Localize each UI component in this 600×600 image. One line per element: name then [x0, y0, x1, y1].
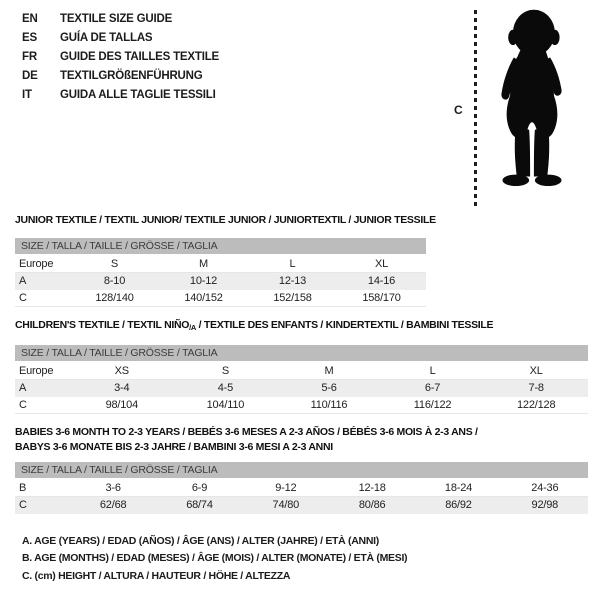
- size-header-bar: SIZE / TALLA / TAILLE / GRÖSSE / TAGLIA: [15, 462, 588, 478]
- table-row: [15, 397, 588, 414]
- children-section: [15, 319, 588, 414]
- height-c-label: C: [454, 103, 463, 117]
- size-cell: 158/170: [362, 292, 401, 304]
- title-line-1: BABIES 3-6 MONTH TO 2-3 YEARS / BEBÉS 3-6 MESES A 2-3 AÑOS / BÉBÉS 3-6 MOIS À 2-3 ANS /: [15, 426, 478, 438]
- baby-height-figure: [450, 4, 598, 212]
- lang-code: ES: [22, 31, 37, 44]
- lang-label: TEXTILGRÖßENFÜHRUNG: [60, 69, 203, 82]
- lang-row-it: [22, 85, 219, 104]
- title-line-2: BABYS 3-6 MONATE BIS 2-3 JAHRE / BAMBINI 3-6 MESI A 2-3 ANNI: [15, 441, 333, 453]
- footnote-b: B. AGE (MONTHS) / EDAD (MESES) / ÂGE (MOIS) / ALTER (MONATE) / ETÀ (MESI): [22, 552, 408, 565]
- size-cell: 68/74: [186, 499, 213, 511]
- lang-row-fr: [22, 47, 219, 66]
- row-label: C: [19, 292, 27, 304]
- size-cell: 9-12: [275, 482, 297, 494]
- table-title: [15, 319, 588, 334]
- table-row: [15, 363, 588, 380]
- lang-code: EN: [22, 12, 38, 25]
- size-header-bar: SIZE / TALLA / TAILLE / GRÖSSE / TAGLIA: [15, 238, 426, 254]
- language-header: [22, 9, 219, 104]
- size-cell: 7-8: [528, 382, 544, 394]
- baby-silhouette-icon: [484, 6, 580, 206]
- size-cell: 4-5: [217, 382, 234, 394]
- size-cell: 104/110: [206, 399, 245, 411]
- title-part: CHILDREN'S TEXTILE / TEXTIL NIÑO: [15, 319, 190, 331]
- lang-label: TEXTILE SIZE GUIDE: [60, 12, 173, 25]
- title-part: / TEXTILE DES ENFANTS / KINDERTEXTIL / BAMBINI TESSILE: [196, 319, 494, 331]
- size-cell: 62/68: [99, 499, 127, 511]
- size-cell: 12-13: [278, 275, 307, 287]
- lang-code: IT: [22, 88, 32, 101]
- size-cell: 116/122: [413, 399, 452, 411]
- size-cell: 6-9: [191, 482, 208, 494]
- lang-row-es: [22, 28, 219, 47]
- size-cell: 24-36: [531, 482, 559, 494]
- size-cell: 8-10: [103, 275, 126, 287]
- row-label: A: [19, 275, 27, 287]
- lang-code: FR: [22, 50, 37, 63]
- row-label: A: [19, 382, 27, 394]
- table-row: [15, 480, 588, 497]
- table-row: [15, 256, 426, 273]
- size-cell: 6-7: [424, 382, 441, 394]
- row-label: Europe: [19, 258, 54, 270]
- size-cell: S: [110, 258, 119, 270]
- footnote-a: A. AGE (YEARS) / EDAD (AÑOS) / ÂGE (ANS) / ALTER (JAHRE) / ETÀ (ANNI): [22, 535, 379, 547]
- size-cell: XL: [374, 258, 389, 270]
- row-label: B: [19, 482, 27, 494]
- height-dotted-line: [474, 10, 477, 208]
- title-part-sub: /A: [189, 323, 197, 332]
- size-cell: 74/80: [272, 499, 300, 511]
- size-cell: 80/86: [358, 499, 386, 511]
- babies-size-table: [15, 480, 588, 514]
- size-cell: 10-12: [189, 275, 218, 287]
- row-label: C: [19, 499, 27, 511]
- size-cell: 14-16: [367, 275, 396, 287]
- table-title: [15, 425, 588, 455]
- table-row: [15, 380, 588, 397]
- size-cell: S: [221, 365, 229, 377]
- row-label: C: [19, 399, 27, 411]
- size-cell: 12-18: [358, 482, 386, 494]
- size-cell: L: [429, 365, 436, 377]
- lang-row-en: [22, 9, 219, 28]
- lang-label: GUIDA ALLE TAGLIE TESSILI: [60, 88, 216, 101]
- footnotes: [22, 533, 407, 585]
- table-title: JUNIOR TEXTILE / TEXTIL JUNIOR/ TEXTILE JUNIOR / JUNIORTEXTIL / JUNIOR TESSILE: [15, 214, 436, 226]
- lang-label: GUIDE DES TAILLES TEXTILE: [60, 50, 219, 63]
- table-row: [15, 497, 588, 514]
- lang-code: DE: [22, 69, 38, 82]
- size-cell: M: [324, 365, 334, 377]
- footnote-c: C. (cm) HEIGHT / ALTURA / HAUTEUR / HÖHE / ALTEZZA: [22, 569, 291, 582]
- size-cell: 5-6: [321, 382, 337, 394]
- row-label: Europe: [19, 365, 54, 377]
- size-cell: 140/152: [184, 292, 223, 304]
- babies-section: [15, 425, 588, 514]
- size-cell: 3-4: [114, 382, 130, 394]
- size-cell: XS: [114, 365, 129, 377]
- junior-section: [15, 214, 436, 307]
- table-row: [15, 273, 426, 290]
- children-size-table: [15, 363, 588, 414]
- size-cell: 110/116: [310, 399, 348, 411]
- lang-row-de: [22, 66, 219, 85]
- size-cell: 3-6: [105, 482, 121, 494]
- size-cell: 122/128: [517, 399, 556, 411]
- size-cell: 18-24: [444, 482, 473, 494]
- lang-label: GUÍA DE TALLAS: [60, 31, 153, 44]
- size-cell: 152/158: [273, 292, 312, 304]
- size-cell: XL: [529, 365, 543, 377]
- junior-size-table: [15, 256, 426, 307]
- size-cell: 86/92: [445, 499, 472, 511]
- size-header-bar: SIZE / TALLA / TAILLE / GRÖSSE / TAGLIA: [15, 345, 588, 361]
- size-cell: M: [199, 258, 208, 270]
- size-cell: 128/140: [95, 292, 134, 304]
- table-row: [15, 290, 426, 307]
- size-cell: L: [289, 258, 296, 270]
- size-cell: 98/104: [105, 399, 139, 411]
- size-cell: 92/98: [531, 499, 559, 511]
